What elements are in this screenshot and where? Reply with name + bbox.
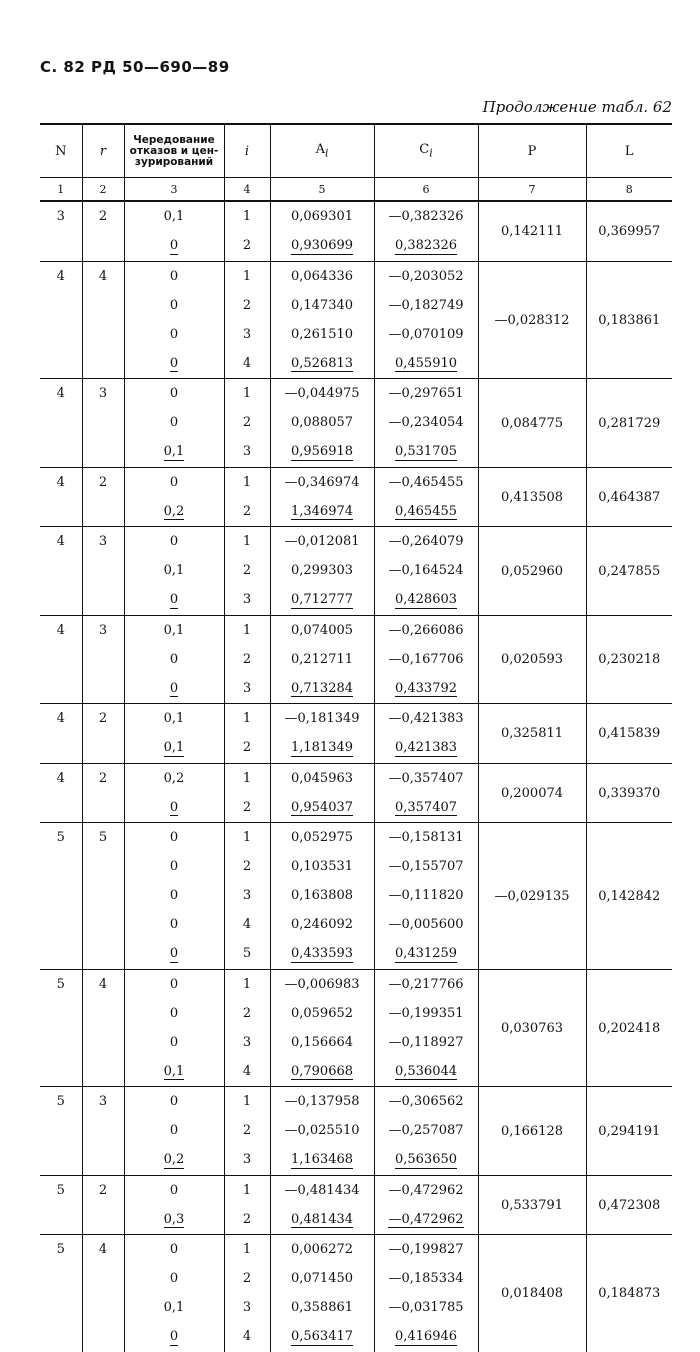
table-row xyxy=(40,261,672,379)
column-header-sequence: Чередование отказов и цен-зурирований xyxy=(124,124,224,178)
cell-seq-value: 0 xyxy=(169,946,179,961)
cell-a-value: 0,930699 xyxy=(290,238,354,253)
cell-seq-value: 0 xyxy=(169,592,179,607)
cell-i-value: 2 xyxy=(242,859,252,874)
cell-n: 4 xyxy=(40,467,82,527)
cell-i xyxy=(224,615,270,704)
cell-i-value: 1 xyxy=(242,830,252,845)
cell-r: 5 xyxy=(82,823,124,970)
cell-seq-value: 0 xyxy=(169,268,179,284)
cell-i-value: 3 xyxy=(242,592,252,607)
cell-a-value: 0,103531 xyxy=(290,859,354,874)
column-number-2: 2 xyxy=(82,178,124,202)
cell-a-value: 1,163468 xyxy=(290,1152,354,1167)
cell-c xyxy=(374,1235,478,1352)
cell-i-value: 4 xyxy=(242,355,252,371)
cell-l: 0,464387 xyxy=(586,467,672,527)
cell-i xyxy=(224,763,270,823)
cell-r: 2 xyxy=(82,763,124,823)
cell-n: 4 xyxy=(40,527,82,616)
cell-seq-value: 0 xyxy=(169,799,179,815)
cell-a-value: 0,790668 xyxy=(290,1063,354,1079)
cell-c xyxy=(374,261,478,379)
cell-a xyxy=(270,1087,374,1176)
cell-seq-value: 0 xyxy=(169,415,179,430)
cell-c-value: —0,031785 xyxy=(388,1300,464,1315)
column-number-5: 5 xyxy=(270,178,374,202)
cell-a-value: 0,212711 xyxy=(290,651,354,667)
cell-i xyxy=(224,823,270,970)
column-header-c-label: C xyxy=(419,142,430,158)
cell-i-value: 1 xyxy=(242,474,252,490)
column-number-7: 7 xyxy=(478,178,586,202)
cell-a-value: 0,071450 xyxy=(290,1271,354,1286)
cell-seq-value: 0 xyxy=(169,1271,179,1286)
table-row xyxy=(40,467,672,527)
cell-c-value: —0,421383 xyxy=(388,711,464,726)
cell-i-value: 2 xyxy=(242,740,252,755)
cell-sequence xyxy=(124,969,224,1087)
cell-a xyxy=(270,467,374,527)
cell-seq-value: 0 xyxy=(169,680,179,696)
cell-r: 4 xyxy=(82,1235,124,1352)
cell-a-value: 0,064336 xyxy=(290,268,354,284)
cell-c xyxy=(374,467,478,527)
cell-i xyxy=(224,201,270,261)
cell-a xyxy=(270,379,374,468)
cell-a xyxy=(270,527,374,616)
cell-a xyxy=(270,969,374,1087)
cell-seq-value: 0,1 xyxy=(163,622,185,638)
cell-l: 0,142842 xyxy=(586,823,672,970)
cell-a-value: —0,481434 xyxy=(284,1182,360,1198)
cell-p: 0,166128 xyxy=(478,1087,586,1176)
cell-c-value: 0,455910 xyxy=(394,355,458,371)
cell-a-value: 0,299303 xyxy=(290,563,354,578)
cell-l: 0,247855 xyxy=(586,527,672,616)
cell-n: 4 xyxy=(40,615,82,704)
cell-seq-value: 0 xyxy=(169,976,179,992)
cell-a xyxy=(270,1235,374,1352)
cell-c-value: —0,111820 xyxy=(388,888,464,903)
cell-c-value: 0,431259 xyxy=(394,946,458,961)
cell-i-value: 2 xyxy=(242,1005,252,1021)
cell-i-value: 3 xyxy=(242,1300,252,1315)
cell-l: 0,369957 xyxy=(586,201,672,261)
cell-seq-value: 0,1 xyxy=(163,444,185,459)
cell-a-value: 0,059652 xyxy=(290,1005,354,1021)
cell-c-value: —0,257087 xyxy=(388,1123,464,1138)
cell-a-value: 0,163808 xyxy=(290,888,354,903)
cell-c xyxy=(374,1175,478,1235)
cell-c-value: —0,472962 xyxy=(388,1182,464,1198)
cell-i xyxy=(224,379,270,468)
cell-c-value: —0,199827 xyxy=(388,1242,464,1257)
cell-a-value: 0,006272 xyxy=(290,1242,354,1257)
column-number-8: 8 xyxy=(586,178,672,202)
cell-a-value: 0,088057 xyxy=(290,415,354,430)
cell-seq-value: 0 xyxy=(169,355,179,371)
cell-i-value: 2 xyxy=(242,563,252,578)
cell-seq-value: 0 xyxy=(169,830,179,845)
cell-l: 0,339370 xyxy=(586,763,672,823)
cell-a-value: 0,433593 xyxy=(290,946,354,961)
cell-i-value: 3 xyxy=(242,1034,252,1050)
cell-seq-value: 0 xyxy=(169,474,179,490)
cell-sequence xyxy=(124,615,224,704)
cell-a-value: 0,563417 xyxy=(290,1329,354,1344)
cell-r: 3 xyxy=(82,1087,124,1176)
cell-p: 0,052960 xyxy=(478,527,586,616)
cell-c xyxy=(374,704,478,764)
cell-c-value: —0,465455 xyxy=(388,474,464,490)
cell-l: 0,472308 xyxy=(586,1175,672,1235)
cell-seq-value: 0,1 xyxy=(163,1300,185,1315)
cell-l: 0,183861 xyxy=(586,261,672,379)
cell-sequence xyxy=(124,763,224,823)
cell-c-value: —0,357407 xyxy=(388,770,464,786)
cell-i-value: 5 xyxy=(242,946,252,961)
cell-seq-value: 0 xyxy=(169,1329,179,1344)
cell-i-value: 3 xyxy=(242,888,252,903)
cell-n: 4 xyxy=(40,379,82,468)
cell-c-value: 0,531705 xyxy=(394,444,458,459)
cell-a-value: 1,181349 xyxy=(290,740,354,755)
cell-i xyxy=(224,1175,270,1235)
cell-sequence xyxy=(124,527,224,616)
cell-seq-value: 0,2 xyxy=(163,503,185,519)
cell-i-value: 3 xyxy=(242,680,252,696)
table-row xyxy=(40,704,672,764)
column-header-c: $C_i$ xyxy=(374,124,478,178)
cell-c-value: 0,536044 xyxy=(394,1063,458,1079)
cell-i-value: 4 xyxy=(242,1329,252,1344)
cell-i-value: 4 xyxy=(242,917,252,932)
cell-i-value: 2 xyxy=(242,1211,252,1227)
cell-n: 3 xyxy=(56,209,65,224)
cell-i-value: 2 xyxy=(242,651,252,667)
cell-seq-value: 0 xyxy=(169,238,179,253)
cell-sequence xyxy=(124,1235,224,1352)
cell-seq-value: 0,1 xyxy=(163,563,185,578)
cell-sequence xyxy=(124,1175,224,1235)
cell-sequence xyxy=(124,704,224,764)
cell-n: 4 xyxy=(40,261,82,379)
cell-seq-value: 0,1 xyxy=(163,740,185,755)
cell-seq-value: 0 xyxy=(169,651,179,667)
cell-seq-value: 0 xyxy=(169,1005,179,1021)
cell-a-value: —0,025510 xyxy=(284,1123,360,1138)
cell-r: 2 xyxy=(82,704,124,764)
cell-i-value: 4 xyxy=(242,1063,252,1079)
cell-a-value: 0,156664 xyxy=(290,1034,354,1050)
column-header-a-label: A xyxy=(315,142,325,158)
cell-a xyxy=(270,704,374,764)
cell-p: —0,029135 xyxy=(478,823,586,970)
cell-p: 0,018408 xyxy=(478,1235,586,1352)
cell-p: 0,533791 xyxy=(478,1175,586,1235)
cell-i xyxy=(224,969,270,1087)
cell-seq-value: 0 xyxy=(169,917,179,932)
cell-l: 0,415839 xyxy=(586,704,672,764)
cell-p: 0,030763 xyxy=(478,969,586,1087)
cell-i-value: 1 xyxy=(242,209,252,224)
table-row xyxy=(40,1087,672,1176)
cell-i-value: 1 xyxy=(242,711,252,726)
cell-i-value: 2 xyxy=(242,799,252,815)
cell-c xyxy=(374,201,478,261)
cell-seq-value: 0,1 xyxy=(163,209,185,224)
cell-c xyxy=(374,615,478,704)
cell-seq-value: 0,1 xyxy=(163,711,185,726)
cell-a-value: 0,246092 xyxy=(290,917,354,932)
cell-seq-value: 0 xyxy=(169,534,179,549)
cell-i-value: 3 xyxy=(242,326,252,342)
cell-c-value: —0,167706 xyxy=(388,651,464,667)
cell-i xyxy=(224,527,270,616)
cell-seq-value: 0 xyxy=(169,888,179,903)
cell-n: 5 xyxy=(40,1087,82,1176)
cell-seq-value: 0 xyxy=(169,1182,179,1198)
cell-r: 2 xyxy=(82,1175,124,1235)
cell-seq-value: 0 xyxy=(169,859,179,874)
cell-i xyxy=(224,704,270,764)
cell-a-value: —0,137958 xyxy=(284,1094,360,1109)
cell-c-value: —0,182749 xyxy=(388,297,464,313)
cell-n: 4 xyxy=(40,763,82,823)
cell-i-value: 3 xyxy=(242,444,252,459)
cell-sequence xyxy=(124,823,224,970)
cell-c xyxy=(374,763,478,823)
cell-c-value: —0,070109 xyxy=(388,326,464,342)
cell-c-value: 0,416946 xyxy=(394,1329,458,1344)
cell-p: 0,142111 xyxy=(478,201,586,261)
cell-r: 2 xyxy=(82,467,124,527)
cell-c-value: —0,472962 xyxy=(388,1211,464,1227)
cell-l: 0,230218 xyxy=(586,615,672,704)
data-table xyxy=(40,123,672,1352)
cell-i-value: 3 xyxy=(242,1152,252,1167)
cell-i-value: 2 xyxy=(242,503,252,519)
cell-n: 5 xyxy=(40,1175,82,1235)
table-row xyxy=(40,823,672,970)
cell-c xyxy=(374,527,478,616)
cell-a xyxy=(270,261,374,379)
cell-a-value: —0,346974 xyxy=(284,474,360,490)
cell-r: 3 xyxy=(82,527,124,616)
column-header-p: P xyxy=(478,124,586,178)
cell-i-value: 1 xyxy=(242,1242,252,1257)
cell-seq-value: 0 xyxy=(169,297,179,313)
column-number-4: 4 xyxy=(224,178,270,202)
table-row xyxy=(40,1235,672,1352)
table-row xyxy=(40,1175,672,1235)
cell-c-value: —0,005600 xyxy=(388,917,464,932)
cell-c-value: —0,264079 xyxy=(388,534,464,549)
cell-r: 3 xyxy=(82,615,124,704)
cell-c-value: —0,158131 xyxy=(388,830,464,845)
cell-a-value: 0,052975 xyxy=(290,830,354,845)
cell-a xyxy=(270,615,374,704)
column-header-a: $A_i$ xyxy=(270,124,374,178)
cell-r: 3 xyxy=(82,379,124,468)
cell-a-value: 0,481434 xyxy=(290,1211,354,1227)
cell-i-value: 1 xyxy=(242,1094,252,1109)
cell-r: 2 xyxy=(82,201,124,261)
cell-a-value: 0,074005 xyxy=(290,622,354,638)
cell-c-value: —0,382326 xyxy=(388,209,464,224)
cell-r: 4 xyxy=(82,969,124,1087)
cell-l: 0,281729 xyxy=(586,379,672,468)
column-number-3: 3 xyxy=(124,178,224,202)
cell-n: 5 xyxy=(40,969,82,1087)
cell-a-value: —0,012081 xyxy=(284,534,360,549)
cell-a xyxy=(270,201,374,261)
cell-p: 0,020593 xyxy=(478,615,586,704)
cell-a-value: 0,712777 xyxy=(290,592,354,607)
cell-seq-value: 0 xyxy=(169,1242,179,1257)
cell-c-value: 0,382326 xyxy=(394,238,458,253)
cell-i-value: 1 xyxy=(242,268,252,284)
cell-c-value: 0,563650 xyxy=(394,1152,458,1167)
cell-a-value: 1,346974 xyxy=(290,503,354,519)
cell-a xyxy=(270,763,374,823)
cell-i-value: 1 xyxy=(242,770,252,786)
cell-c-value: 0,421383 xyxy=(394,740,458,755)
cell-a-value: 0,069301 xyxy=(290,209,354,224)
column-number-1: 1 xyxy=(40,178,82,202)
cell-a-value: 0,954037 xyxy=(290,799,354,815)
cell-i-value: 1 xyxy=(242,386,252,401)
cell-i xyxy=(224,261,270,379)
cell-p: —0,028312 xyxy=(478,261,586,379)
cell-sequence xyxy=(124,201,224,261)
cell-seq-value: 0 xyxy=(169,1123,179,1138)
table-row xyxy=(40,527,672,616)
cell-i-value: 1 xyxy=(242,534,252,549)
cell-sequence xyxy=(124,467,224,527)
cell-c-value: 0,357407 xyxy=(394,799,458,815)
page-header: С. 82 РД 50—690—89 xyxy=(40,58,230,76)
cell-r: 4 xyxy=(82,261,124,379)
cell-c xyxy=(374,379,478,468)
cell-a xyxy=(270,1175,374,1235)
cell-seq-value: 0 xyxy=(169,326,179,342)
cell-c-value: —0,297651 xyxy=(388,386,464,401)
cell-i-value: 2 xyxy=(242,1271,252,1286)
cell-c-value: —0,306562 xyxy=(388,1094,464,1109)
cell-i xyxy=(224,1235,270,1352)
cell-i-value: 2 xyxy=(242,1123,252,1138)
cell-c-value: 0,465455 xyxy=(394,503,458,519)
table-row xyxy=(40,201,672,261)
cell-a-value: 0,261510 xyxy=(290,326,354,342)
cell-a-value: —0,181349 xyxy=(284,711,360,726)
cell-n: 5 xyxy=(40,823,82,970)
cell-i-value: 1 xyxy=(242,976,252,992)
cell-c-value: —0,234054 xyxy=(388,415,464,430)
cell-c-value: —0,203052 xyxy=(388,268,464,284)
cell-a-value: —0,044975 xyxy=(284,386,360,401)
cell-c xyxy=(374,823,478,970)
cell-i xyxy=(224,1087,270,1176)
cell-a-value: 0,713284 xyxy=(290,680,354,696)
cell-seq-value: 0,2 xyxy=(163,1152,185,1167)
cell-seq-value: 0,2 xyxy=(163,770,185,786)
cell-p: 0,084775 xyxy=(478,379,586,468)
column-header-l: L xyxy=(586,124,672,178)
cell-c xyxy=(374,1087,478,1176)
cell-seq-value: 0,3 xyxy=(163,1211,185,1227)
cell-c-value: —0,118927 xyxy=(388,1034,464,1050)
cell-l: 0,184873 xyxy=(586,1235,672,1352)
table-row xyxy=(40,763,672,823)
column-number-6: 6 xyxy=(374,178,478,202)
cell-seq-value: 0 xyxy=(169,1094,179,1109)
cell-l: 0,294191 xyxy=(586,1087,672,1176)
column-header-n: N xyxy=(40,124,82,178)
cell-i xyxy=(224,467,270,527)
cell-seq-value: 0,1 xyxy=(163,1063,185,1079)
cell-seq-value: 0 xyxy=(169,1034,179,1050)
cell-i-value: 2 xyxy=(242,238,252,253)
cell-c-value: —0,217766 xyxy=(388,976,464,992)
cell-a-value: 0,526813 xyxy=(290,355,354,371)
cell-a-value: 0,956918 xyxy=(290,444,354,459)
cell-p: 0,200074 xyxy=(478,763,586,823)
table-row xyxy=(40,379,672,468)
cell-i-value: 2 xyxy=(242,415,252,430)
cell-a-value: 0,358861 xyxy=(290,1300,354,1315)
table-row xyxy=(40,969,672,1087)
cell-seq-value: 0 xyxy=(169,386,179,401)
cell-c-value: 0,433792 xyxy=(394,680,458,696)
cell-c-value: —0,164524 xyxy=(388,563,464,578)
cell-a-value: 0,045963 xyxy=(290,770,354,786)
cell-n: 5 xyxy=(40,1235,82,1352)
column-header-i: i xyxy=(224,124,270,178)
cell-l: 0,202418 xyxy=(586,969,672,1087)
cell-i-value: 2 xyxy=(242,297,252,313)
table-row xyxy=(40,615,672,704)
cell-sequence xyxy=(124,1087,224,1176)
cell-c-value: —0,185334 xyxy=(388,1271,464,1286)
cell-i-value: 1 xyxy=(242,1182,252,1198)
cell-p: 0,325811 xyxy=(478,704,586,764)
cell-c-value: —0,266086 xyxy=(388,622,464,638)
cell-a-value: —0,006983 xyxy=(284,976,360,992)
table-continuation-caption: Продолжение табл. 62 xyxy=(482,98,672,116)
cell-sequence xyxy=(124,379,224,468)
cell-c xyxy=(374,969,478,1087)
cell-a xyxy=(270,823,374,970)
cell-sequence xyxy=(124,261,224,379)
cell-p: 0,413508 xyxy=(478,467,586,527)
cell-c-value: —0,155707 xyxy=(388,859,464,874)
column-header-r: r xyxy=(82,124,124,178)
cell-c-value: 0,428603 xyxy=(394,592,458,607)
cell-n: 4 xyxy=(40,704,82,764)
cell-a-value: 0,147340 xyxy=(290,297,354,313)
cell-c-value: —0,199351 xyxy=(388,1005,464,1021)
cell-i-value: 1 xyxy=(242,622,252,638)
